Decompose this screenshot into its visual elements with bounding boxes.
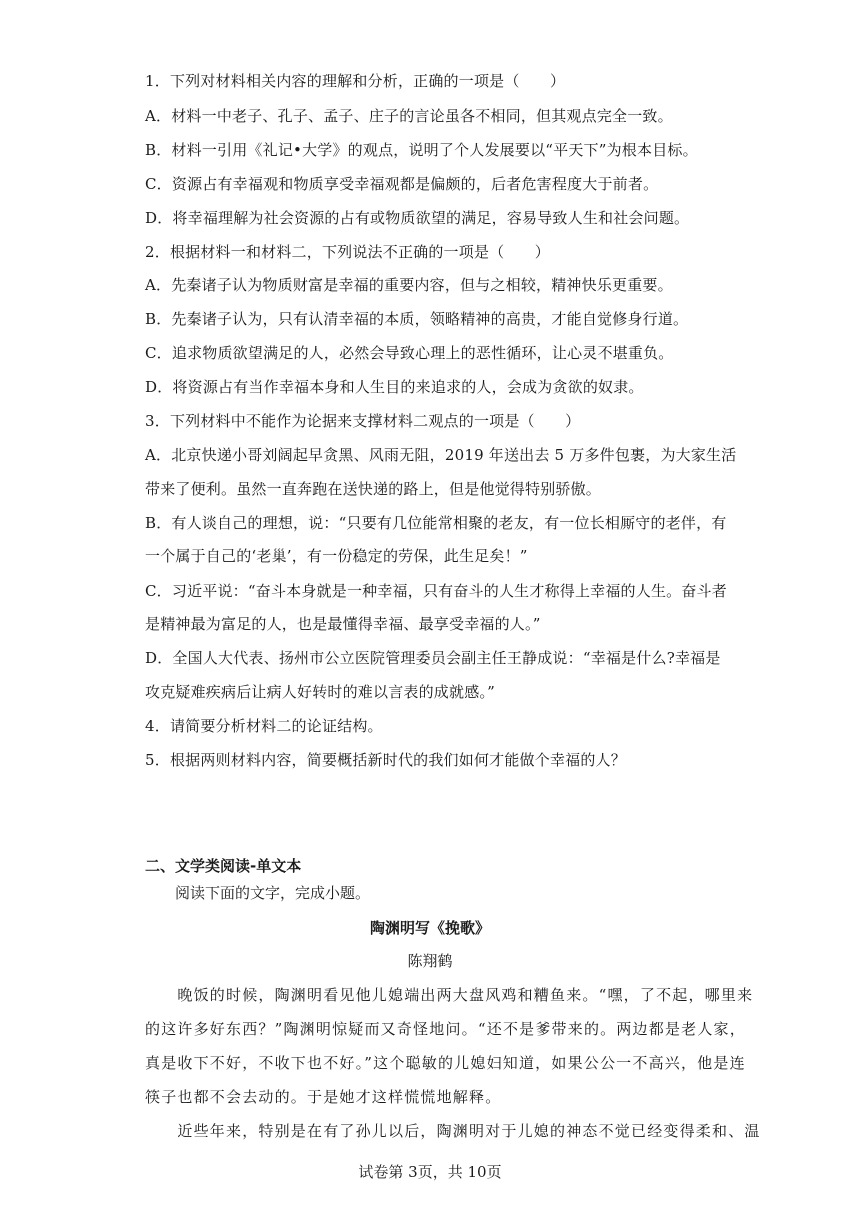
- question-1-option-d: D．将幸福理解为社会资源的占有或物质欲望的满足，容易导致人生和社会问题。: [145, 209, 690, 227]
- passage-line: 近些年来，特别是在有了孙儿以后，陶渊明对于儿媳的神态不觉已经变得柔和、温: [145, 1122, 761, 1140]
- passage-line: 真是收下不好，不收下也不好。”这个聪敏的儿媳妇知道，如果公公一不高兴，他是连: [145, 1054, 746, 1072]
- question-2-stem: 2．根据材料一和材料二，下列说法不正确的一项是（ ）: [145, 243, 550, 261]
- question-3-option-b-line-2: 一个属于自己的‘老巢’，有一份稳定的劳保，此生足矣！”: [145, 547, 528, 565]
- question-2-option-c: C．追求物质欲望满足的人，必然会导致心理上的恶性循环，让心灵不堪重负。: [145, 344, 674, 362]
- passage-line: 的这许多好东西？”陶渊明惊疑而又奇怪地问。“还不是爹带来的。两边都是老人家，: [145, 1020, 746, 1038]
- question-1-stem: 1．下列对材料相关内容的理解和分析，正确的一项是（ ）: [145, 72, 566, 90]
- question-3-stem: 3．下列材料中不能作为论据来支撑材料二观点的一项是（ ）: [145, 412, 581, 430]
- passage-author: 陈翔鹤: [407, 952, 453, 970]
- question-4-stem: 4．请简要分析材料二的论证结构。: [145, 717, 383, 735]
- question-3-option-c-line-2: 是精神最为富足的人，也是最懂得幸福、最享受幸福的人。”: [145, 615, 541, 633]
- reading-instruction: 阅读下面的文字，完成小题。: [175, 884, 371, 902]
- question-2-option-d: D．将资源占有当作幸福本身和人生目的来追求的人，会成为贪欲的奴隶。: [145, 378, 644, 396]
- question-1-option-b: B．材料一引用《礼记•大学》的观点，说明了个人发展要以“平天下”为根本目标。: [145, 141, 698, 159]
- passage-line: 筷子也都不会去动的。于是她才这样慌慌地解释。: [145, 1088, 502, 1106]
- passage-title: 陶渊明写《挽歌》: [369, 919, 490, 937]
- section-heading: 二、文学类阅读-单文本: [145, 857, 302, 875]
- page-footer: 试卷第 3页，共 10页: [358, 1163, 502, 1181]
- question-3-option-a-line-1: A．北京快递小哥刘阔起早贪黑、风雨无阻，2019 年送出去 5 万多件包裹，为大家生活: [145, 446, 737, 464]
- question-3-option-d-line-1: D．全国人大代表、扬州市公立医院管理委员会副主任王静成说：“幸福是什么?幸福是: [145, 649, 721, 667]
- question-1-option-a: A．材料一中老子、孔子、孟子、庄子的言论虽各不相同，但其观点完全一致。: [145, 107, 673, 125]
- question-2-option-a: A．先秦诸子认为物质财富是幸福的重要内容，但与之相较，精神快乐更重要。: [145, 276, 673, 294]
- passage-line: 晚饭的时候，陶渊明看见他儿媳端出两大盘风鸡和糟鱼来。“嘿，了不起，哪里来: [145, 986, 754, 1004]
- question-1-option-c: C．资源占有幸福观和物质享受幸福观都是偏颇的，后者危害程度大于前者。: [145, 175, 659, 193]
- question-3-option-d-line-2: 攻克疑难疾病后让病人好转时的难以言表的成就感。”: [145, 683, 495, 701]
- question-3-option-b-line-1: B．有人谈自己的理想，说：“只要有几位能常相聚的老友，有一位长相厮守的老伴，有: [145, 514, 727, 532]
- question-2-option-b: B．先秦诸子认为，只有认清幸福的本质，领略精神的高贵，才能自觉修身行道。: [145, 310, 689, 328]
- question-3-option-c-line-1: C．习近平说：“奋斗本身就是一种幸福，只有奋斗的人生才称得上幸福的人生。奋斗者: [145, 582, 727, 600]
- question-3-option-a-line-2: 带来了便利。虽然一直奔跑在送快递的路上，但是他觉得特别骄傲。: [145, 480, 602, 498]
- question-5-stem: 5．根据两则材料内容，简要概括新时代的我们如何才能做个幸福的人？: [145, 751, 626, 769]
